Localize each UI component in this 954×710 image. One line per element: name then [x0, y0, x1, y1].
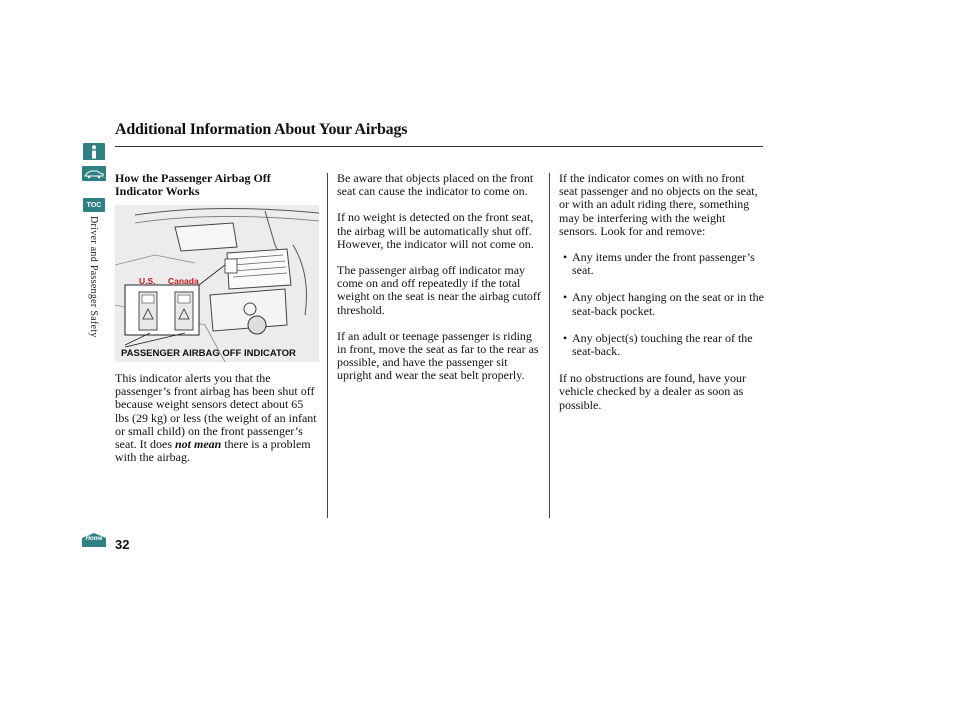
- paragraph: If no obstructions are found, have your vehicle checked by a dealer as soon as possible.: [559, 371, 746, 412]
- column-divider: [327, 173, 328, 518]
- canada-label: Canada: [168, 276, 199, 286]
- emphasis-text: not mean: [174, 437, 222, 452]
- title-divider: [115, 146, 763, 147]
- toc-button[interactable]: [83, 198, 105, 212]
- page-title: Additional Information About Your Airbags: [115, 121, 408, 138]
- removal-list: [559, 251, 764, 358]
- list-item: • Any items under the front passenger’s seat.: [559, 251, 764, 277]
- section-label: Driver and Passenger Safety: [88, 216, 99, 338]
- figure-caption: PASSENGER AIRBAG OFF INDICATOR: [121, 348, 296, 359]
- paragraph: If the indicator comes on with no front seat passenger and no objects on the seat, or with an adult riding there, something may be interfering with the weight sensors. Look for and remove:: [559, 171, 758, 238]
- toc-label: TOC: [86, 201, 102, 209]
- info-glyph: [89, 145, 99, 159]
- us-label: U.S.: [139, 276, 156, 286]
- paragraph: Be aware that objects placed on the front seat can cause the indicator to come on.: [337, 171, 534, 199]
- column-divider: [549, 173, 550, 518]
- column-2: [337, 172, 542, 396]
- home-button[interactable]: [81, 532, 107, 548]
- paragraph-text: This indicator alerts you that the passenger’s front airbag has been shut off because weight sensors detect about 65 lbs (29 kg) or less (the weight of an infant or small child) on the front passenger’s seat. It does: [115, 371, 317, 452]
- indicator-paragraph: [115, 372, 320, 464]
- section-heading: How the Passenger Airbag Off Indicator Works: [115, 171, 271, 199]
- list-item: • Any object(s) touching the rear of the seat-back.: [559, 332, 764, 358]
- paragraph: If an adult or teenage passenger is riding in front, move the seat as far to the rear as possible, and have the passenger sit upright and wear the seat belt properly.: [337, 328, 539, 383]
- page-number: 32: [115, 537, 130, 552]
- paragraph: If no weight is detected on the front seat, the airbag will be automatically shut off. However, the indicator will not come on.: [337, 210, 534, 251]
- car-glyph: [84, 169, 104, 179]
- paragraph: The passenger airbag off indicator may come on and off repeatedly if the total weight on the seat is near the airbag cutoff threshold.: [337, 263, 541, 317]
- column-3: [559, 172, 764, 425]
- info-icon[interactable]: [83, 143, 105, 160]
- list-item: • Any object hanging on the seat or in the seat-back pocket.: [559, 291, 764, 317]
- column-1-body: [115, 372, 320, 477]
- car-icon[interactable]: [82, 166, 106, 181]
- home-label: Home: [85, 536, 103, 542]
- paragraph-text-end: there is a problem with the airbag.: [115, 437, 311, 465]
